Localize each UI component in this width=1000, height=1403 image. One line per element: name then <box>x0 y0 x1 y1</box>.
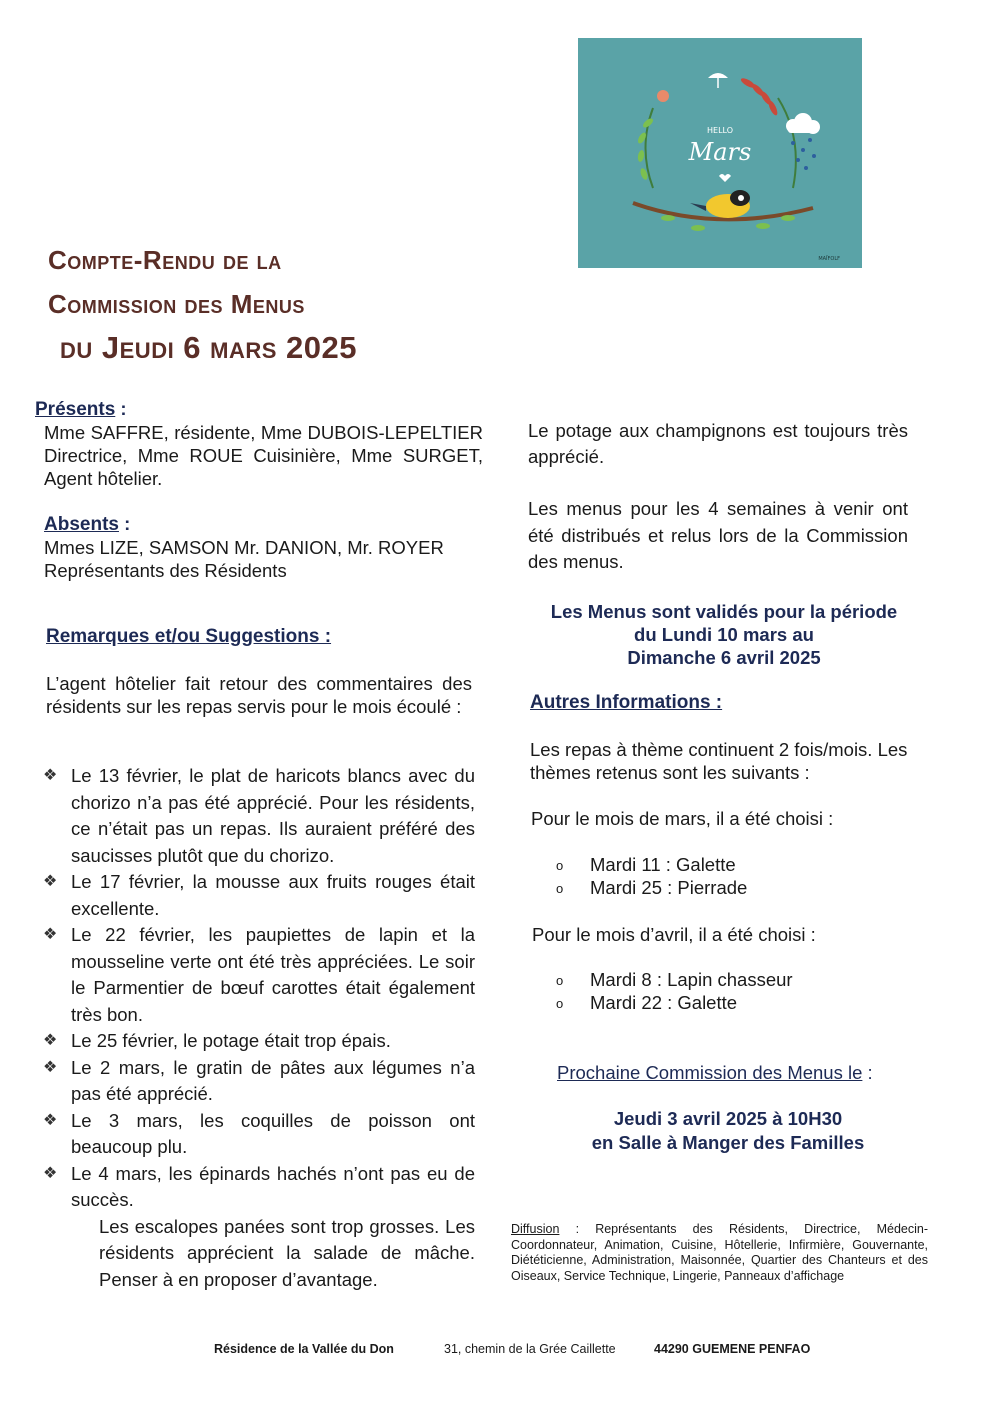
april-label: Pour le mois d’avril, il a été choisi : <box>532 924 816 945</box>
hello-text: HELLO <box>707 126 733 135</box>
presents-text: Mme SAFFRE, résidente, Mme DUBOIS-LEPELTIER Directrice, Mme ROUE Cuisinière, Mme SURGET, Agent hôtelier. <box>44 422 483 489</box>
remarks-extra: Les escalopes panées sont trop grosses. Les résidents apprécient la salade de mâche. Penser à en proposer d’avantage. <box>99 1215 475 1290</box>
wreath-illustration <box>578 38 862 268</box>
hello-mars-illustration <box>578 38 862 268</box>
remark-item: ❖ Le 17 février, la mousse aux fruits rouges était excellente. <box>43 871 475 919</box>
circle-bullet-icon: o <box>556 881 564 896</box>
remark-item: ❖ Le 22 février, les paupiettes de lapin et la mousseline verte ont été très appréciées. Le soir le Parmentier de bœuf carottes était également très bon. <box>43 924 475 1025</box>
remarks-heading: Remarques et/ou Suggestions : <box>46 626 332 647</box>
artist-signature: MAÏFOLF <box>818 256 840 262</box>
diamond-bullet-icon: ❖ <box>43 767 58 784</box>
april-theme-item: o Mardi 22 : Galette <box>556 992 738 1013</box>
next-commission-date: Jeudi 3 avril 2025 à 10H30 en Salle à Manger des Familles <box>591 1108 865 1153</box>
diffusion-label: Diffusion <box>511 1222 560 1236</box>
circle-bullet-icon: o <box>556 973 564 988</box>
diamond-bullet-icon: ❖ <box>43 1111 58 1129</box>
absents-section: Absents : Mmes LIZE, SAMSON Mr. DANION, Mr. ROYER Représentants des Résidents <box>44 512 484 582</box>
title-line-1: Compte-Rendu de la <box>48 245 282 275</box>
validated-period: Les Menus sont validés pour la période du Lundi 10 mars au Dimanche 6 avril 2025 <box>550 601 898 668</box>
march-list <box>530 853 910 899</box>
diffusion-text: : Représentants des Résidents, Directrice, Médecin-Coordonnateur, Animation, Cuisine, Hôtellerie, Infirmière, Gouvernante, Diététicienne, Administration, Maisonnée, Quartier des Chanteurs et des Oiseaux, Service Technique, Lingerie, Panneaux d’affichage <box>511 1222 928 1283</box>
footer-city: 44290 GUEMENE PENFAO <box>654 1342 811 1356</box>
remark-item: ❖ Le 25 février, le potage était trop épais. <box>41 1028 475 1055</box>
next-commission-label: Prochaine Commission des Menus le : <box>557 1062 873 1083</box>
title-line-2: Commission des Menus <box>48 289 305 319</box>
diamond-bullet-icon: ❖ <box>43 926 58 943</box>
april-list <box>530 968 910 1014</box>
footer-address: 31, chemin de la Grée Caillette <box>444 1342 616 1356</box>
april-theme-item: o Mardi 8 : Lapin chasseur <box>556 969 793 990</box>
absents-text: Mmes LIZE, SAMSON Mr. DANION, Mr. ROYER Représentants des Résidents <box>44 537 444 581</box>
absents-label: Absents <box>44 514 119 535</box>
page-title <box>48 238 518 370</box>
remark-item: ❖ Le 2 mars, le gratin de pâtes aux légumes n’a pas été apprécié. <box>43 1056 475 1104</box>
diffusion-section <box>511 1222 928 1284</box>
presents-section: Présents : Mme SAFFRE, résidente, Mme DUBOIS-LEPELTIER Directrice, Mme ROUE Cuisinière, Mme SURGET, Agent hôtelier. <box>35 398 483 489</box>
themes-text: Les repas à thème continuent 2 fois/mois. Les thèmes retenus sont les suivants : <box>530 739 908 783</box>
circle-bullet-icon: o <box>556 996 564 1011</box>
remarks-list <box>41 763 475 1293</box>
circle-bullet-icon: o <box>556 858 564 873</box>
remarks-intro: L’agent hôtelier fait retour des commentaires des résidents sur les repas servis pour le mois écoulé : <box>46 673 472 717</box>
remark-item: ❖ Le 3 mars, les coquilles de poisson ont beaucoup plu. <box>43 1109 475 1157</box>
diamond-bullet-icon: ❖ <box>43 1058 58 1076</box>
presents-label: Présents <box>35 399 116 420</box>
diamond-bullet-icon: ❖ <box>43 1032 58 1049</box>
march-label: Pour le mois de mars, il a été choisi : <box>531 808 834 829</box>
potage-text: Le potage aux champignons est toujours très apprécié. <box>528 420 908 467</box>
other-info-heading: Autres Informations : <box>530 692 723 713</box>
march-theme-item: o Mardi 25 : Pierrade <box>556 877 748 898</box>
footer-residence: Résidence de la Vallée du Don <box>214 1342 394 1356</box>
remark-item: ❖ Le 4 mars, les épinards hachés n’ont pas eu de succès. <box>43 1162 475 1210</box>
diamond-bullet-icon: ❖ <box>43 1164 58 1182</box>
title-line-3: du Jeudi 6 mars 2025 <box>60 330 358 365</box>
march-theme-item: o Mardi 11 : Galette <box>556 854 736 875</box>
mars-text: Mars <box>688 138 752 166</box>
diamond-bullet-icon: ❖ <box>43 873 58 890</box>
remark-item: ❖ Le 13 février, le plat de haricots blancs avec du chorizo n’a pas été apprécié. Pour les résidents, ce n’était pas un repas. Ils auraient préféré des saucisses plutôt que du chorizo. <box>43 765 475 866</box>
menus-text: Les menus pour les 4 semaines à venir ont été distribués et relus lors de la Commission des menus. <box>528 498 908 572</box>
